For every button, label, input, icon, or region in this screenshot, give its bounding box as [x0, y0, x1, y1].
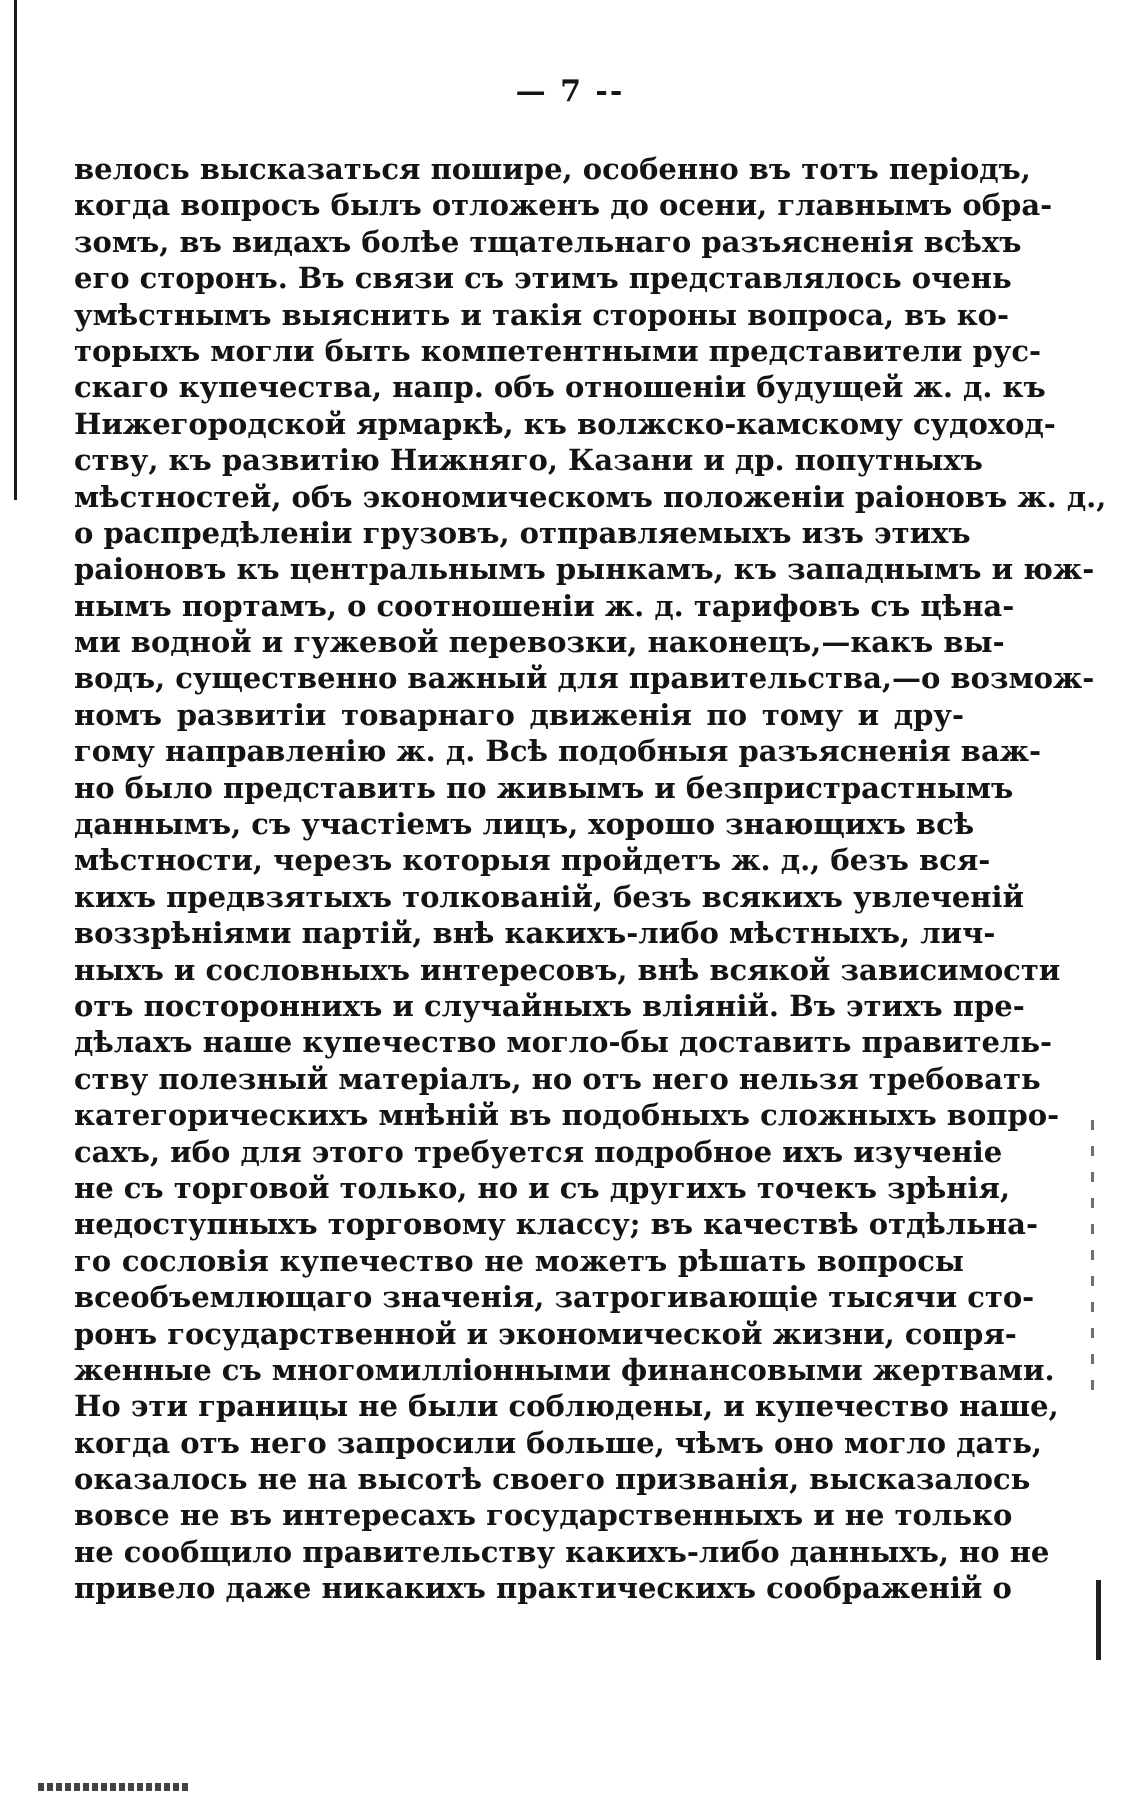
page-number: — 7 -- — [515, 74, 625, 109]
text-line: когда вопросъ былъ отложенъ до осени, главнымъ обра- — [74, 188, 1053, 223]
text-line: сахъ, ибо для этого требуется подробное ихъ изученiе — [74, 1134, 1003, 1169]
text-line: когда отъ него запросили больше, чѣмъ оно могло дать, — [74, 1425, 1043, 1460]
text-line: привело даже никакихъ практическихъ соображенiй о — [74, 1571, 1012, 1606]
text-line: мѣстностей, объ экономическомъ положенiи раiоновъ ж. д., — [74, 479, 1107, 514]
text-line: велось высказаться пошире, особенно въ тотъ перiодъ, — [74, 152, 1031, 186]
text-line: воззрѣнiями партiй, внѣ какихъ-либо мѣстныхъ, лич- — [74, 916, 996, 951]
text-line: номъ развитiи товарнаго движенiя по тому и дру- — [74, 697, 964, 732]
text-line: Но эти границы не были соблюдены, и купечество наше, — [74, 1389, 1059, 1424]
text-line: скаго купечества, напр. объ отношенiи будущей ж. д. къ — [74, 370, 1046, 405]
text-line: ству полезный матерiалъ, но отъ него нельзя требовать — [74, 1061, 1041, 1096]
scan-edge-mark-right — [1096, 1580, 1101, 1660]
text-line: кихъ предвзятыхъ толкованiй, безъ всякихъ увлеченiй — [74, 879, 1025, 914]
text-line: всеобъемлющаго значенiя, затрогивающiе тысячи сто- — [74, 1280, 1035, 1315]
text-line: Нижегородской ярмаркѣ, къ волжско-камскому судоход- — [74, 406, 1056, 441]
text-line: водъ, существенно важный для правительства,—о возмож- — [74, 661, 1095, 696]
text-line: не сообщило правительству какихъ-либо данныхъ, но не — [74, 1534, 1050, 1569]
text-line: женные съ многомиллiонными финансовыми жертвами. — [74, 1352, 1055, 1387]
text-line: мѣстности, черезъ которыя пройдетъ ж. д., безъ вся- — [74, 843, 991, 878]
text-line: но было представить по живымъ и безпристрастнымъ — [74, 770, 1014, 805]
text-line: даннымъ, съ участiемъ лицъ, хорошо знающихъ всѣ — [74, 807, 975, 842]
text-line: вовсе не въ интересахъ государственныхъ и не только — [74, 1498, 1013, 1533]
text-line: о распредѣленiи грузовъ, отправляемыхъ изъ этихъ — [74, 515, 971, 550]
text-line: раiоновъ къ центральнымъ рынкамъ, къ западнымъ и юж- — [74, 552, 1095, 587]
text-line: го сословiя купечество не можетъ рѣшать вопросы — [74, 1243, 964, 1278]
text-line: ныхъ и сословныхъ интересовъ, внѣ всякой зависимости — [74, 952, 1061, 987]
text-line: нымъ портамъ, о соотношенiи ж. д. тарифовъ съ цѣна- — [74, 588, 1015, 623]
text-line: не съ торговой только, но и съ другихъ точекъ зрѣнiя, — [74, 1170, 1011, 1205]
text-line: торыхъ могли быть компетентными представители рус- — [74, 333, 1042, 368]
text-line: ству, къ развитiю Нижняго, Казани и др. попутныхъ — [74, 443, 983, 478]
text-line: его сторонъ. Въ связи съ этимъ представлялось очень — [74, 261, 1012, 296]
text-line: отъ постороннихъ и случайныхъ влiянiй. Въ этихъ пре- — [74, 988, 1025, 1023]
text-line: недоступныхъ торговому классу; въ качествѣ отдѣльна- — [74, 1207, 1038, 1242]
text-line: ми водной и гужевой перевозки, наконецъ,—какъ вы- — [74, 625, 1005, 660]
scan-edge-shadow-right — [1091, 1120, 1094, 1400]
text-line: гому направленiю ж. д. Всѣ подобныя разъясненiя важ- — [74, 734, 1042, 769]
text-line: ронъ государственной и экономической жизни, сопря- — [74, 1316, 1017, 1351]
text-line: зомъ, въ видахъ болѣе тщательнаго разъясненiя всѣхъ — [74, 224, 1022, 259]
text-line: умѣстнымъ выяснить и такiя стороны вопроса, въ ко- — [74, 297, 1010, 332]
body-text — [74, 151, 1107, 1607]
text-line: категорическихъ мнѣнiй въ подобныхъ сложныхъ вопро- — [74, 1098, 1060, 1133]
text-line: дѣлахъ наше купечество могло-бы доставить правитель- — [74, 1025, 1053, 1060]
text-line: оказалось не на высотѣ своего призванiя, высказалось — [74, 1462, 1031, 1497]
scan-edge-mark-bottom — [38, 1783, 188, 1791]
